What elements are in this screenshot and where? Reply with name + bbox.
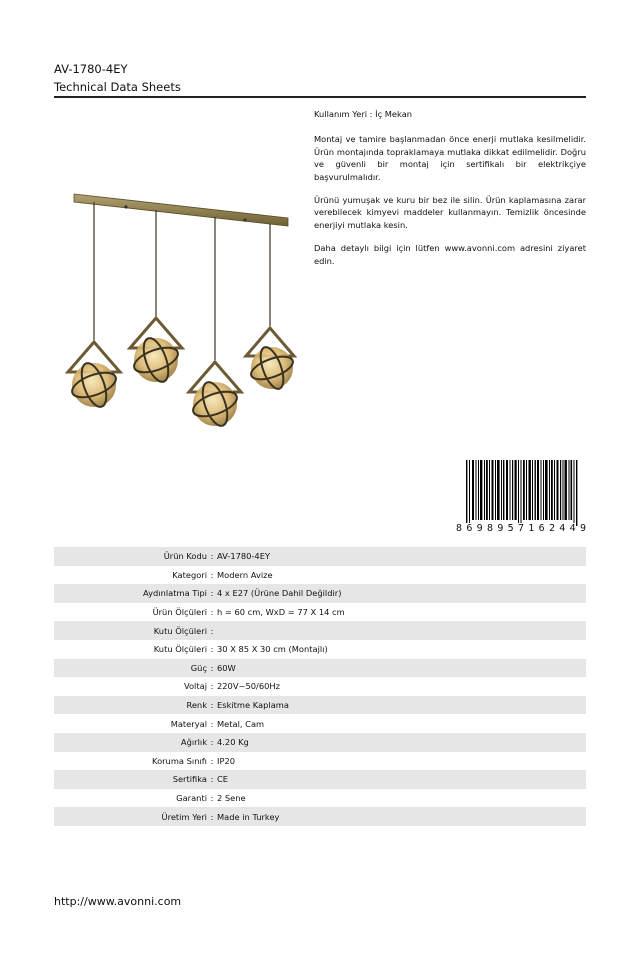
safety-paragraph: Montaj ve tamire başlanmadan önce enerji mutlaka kesilmelidir. Ürün montajında topraklamaya mutlaka dikkat edilmelidir. Doğru ve güvenli bir montaj için sertifikalı bir elektrikçiye başvurulmalıdır. xyxy=(314,134,586,182)
spec-row xyxy=(54,807,586,826)
spec-label: Aydınlatma Tipi xyxy=(143,588,207,599)
spec-value: IP20 xyxy=(217,755,236,766)
spec-label: Garanti xyxy=(176,793,207,804)
pendant-shade xyxy=(246,328,296,392)
document-subtitle: Technical Data Sheets xyxy=(54,80,181,94)
spec-row xyxy=(54,640,586,659)
barcode-digit: 9 xyxy=(476,523,483,534)
barcode-digit: 6 xyxy=(466,523,473,534)
spec-row xyxy=(54,789,586,808)
pendant-shade xyxy=(68,342,120,410)
barcode-digit: 9 xyxy=(497,523,504,534)
spec-separator: : xyxy=(210,793,214,804)
spec-label: Koruma Sınıfı xyxy=(152,755,207,766)
barcode-digit: 6 xyxy=(538,523,545,534)
spec-row xyxy=(54,603,586,622)
website-paragraph: Daha detaylı bilgi için lütfen www.avonni.com adresini ziyaret edin. xyxy=(314,243,586,266)
spec-row xyxy=(54,566,586,585)
spec-row xyxy=(54,752,586,771)
barcode-digit: 8 xyxy=(486,523,494,534)
spec-label: Materyal xyxy=(170,718,207,729)
spec-row xyxy=(54,733,586,752)
usage-location: Kullanım Yeri : İç Mekan xyxy=(314,109,413,119)
spec-value: h = 60 cm, WxD = 77 X 14 cm xyxy=(217,607,345,618)
spec-separator: : xyxy=(210,737,214,748)
spec-row xyxy=(54,770,586,789)
spec-label: Ağırlık xyxy=(180,737,207,748)
barcode-digits xyxy=(456,523,586,534)
spec-value: CE xyxy=(217,774,229,785)
barcode-digit: 4 xyxy=(559,523,566,534)
barcode-digit: 8 xyxy=(456,523,463,534)
spec-value: 2 Sene xyxy=(217,793,246,804)
header-divider xyxy=(54,96,586,98)
spec-separator: : xyxy=(210,588,214,599)
pendant-shade xyxy=(130,318,182,385)
spec-label: Ürün Ölçüleri xyxy=(152,607,207,618)
spec-value: AV-1780-4EY xyxy=(217,551,271,562)
canopy-screw xyxy=(124,205,127,208)
spec-value: 60W xyxy=(217,662,236,673)
spec-separator: : xyxy=(210,700,214,711)
spec-separator: : xyxy=(210,644,214,655)
spec-value: Eskitme Kaplama xyxy=(217,700,289,711)
spec-separator: : xyxy=(210,569,214,580)
spec-value: 30 X 85 X 30 cm (Montajlı) xyxy=(217,644,328,655)
cleaning-paragraph: Ürünü yumuşak ve kuru bir bez ile silin. Ürün kaplamasına zarar verebilecek kimyevi maddeler kullanmayın. Temizlik öncesinde enerjiyi mutlaka kesin. xyxy=(314,195,586,230)
spec-row xyxy=(54,696,586,715)
barcode-bars xyxy=(456,460,586,526)
spec-separator: : xyxy=(210,662,214,673)
spec-value: Modern Avize xyxy=(217,569,273,580)
barcode-digit: 2 xyxy=(548,523,555,534)
spec-row xyxy=(54,659,586,678)
spec-table xyxy=(54,547,586,826)
spec-row xyxy=(54,584,586,603)
barcode-digit: 7 xyxy=(517,523,524,534)
spec-separator: : xyxy=(210,681,214,692)
spec-value: 4 x E27 (Ürüne Dahil Değildir) xyxy=(217,588,342,599)
barcode-digit: 5 xyxy=(507,523,514,534)
spec-separator: : xyxy=(210,718,214,729)
spec-label: Kutu Ölçüleri xyxy=(153,625,207,636)
spec-label: Üretim Yeri xyxy=(161,811,207,822)
barcode-digit: 9 xyxy=(579,523,586,534)
footer-website-link[interactable]: http://www.avonni.com xyxy=(54,895,182,908)
spec-label: Sertifika xyxy=(172,774,207,785)
spec-label: Güç xyxy=(190,662,207,673)
spec-separator: : xyxy=(210,625,214,636)
spec-label: Voltaj xyxy=(183,681,207,692)
spec-value: Metal, Cam xyxy=(217,718,265,729)
canopy-screw xyxy=(243,218,246,221)
spec-value: 220V~50/60Hz xyxy=(217,681,280,692)
barcode-digit: 1 xyxy=(528,523,535,534)
spec-separator: : xyxy=(210,774,214,785)
barcode xyxy=(456,460,586,538)
spec-row xyxy=(54,714,586,733)
spec-row xyxy=(54,677,586,696)
canopy-bar xyxy=(74,194,288,226)
spec-row xyxy=(54,547,586,566)
product-image xyxy=(60,180,300,440)
spec-value: 4.20 Kg xyxy=(217,737,249,748)
spec-row xyxy=(54,621,586,640)
pendant-shade xyxy=(189,362,241,429)
spec-separator: : xyxy=(210,551,214,562)
info-panel xyxy=(314,108,586,278)
product-code-title: AV-1780-4EY xyxy=(54,62,128,76)
spec-separator: : xyxy=(210,811,214,822)
spec-label: Kutu Ölçüleri xyxy=(153,644,207,655)
spec-label: Ürün Kodu xyxy=(163,551,207,562)
spec-label: Kategori xyxy=(172,569,207,580)
spec-separator: : xyxy=(210,607,214,618)
spec-separator: : xyxy=(210,755,214,766)
barcode-digit: 4 xyxy=(569,523,576,534)
spec-value: Made in Turkey xyxy=(217,811,280,822)
spec-label: Renk xyxy=(186,700,207,711)
